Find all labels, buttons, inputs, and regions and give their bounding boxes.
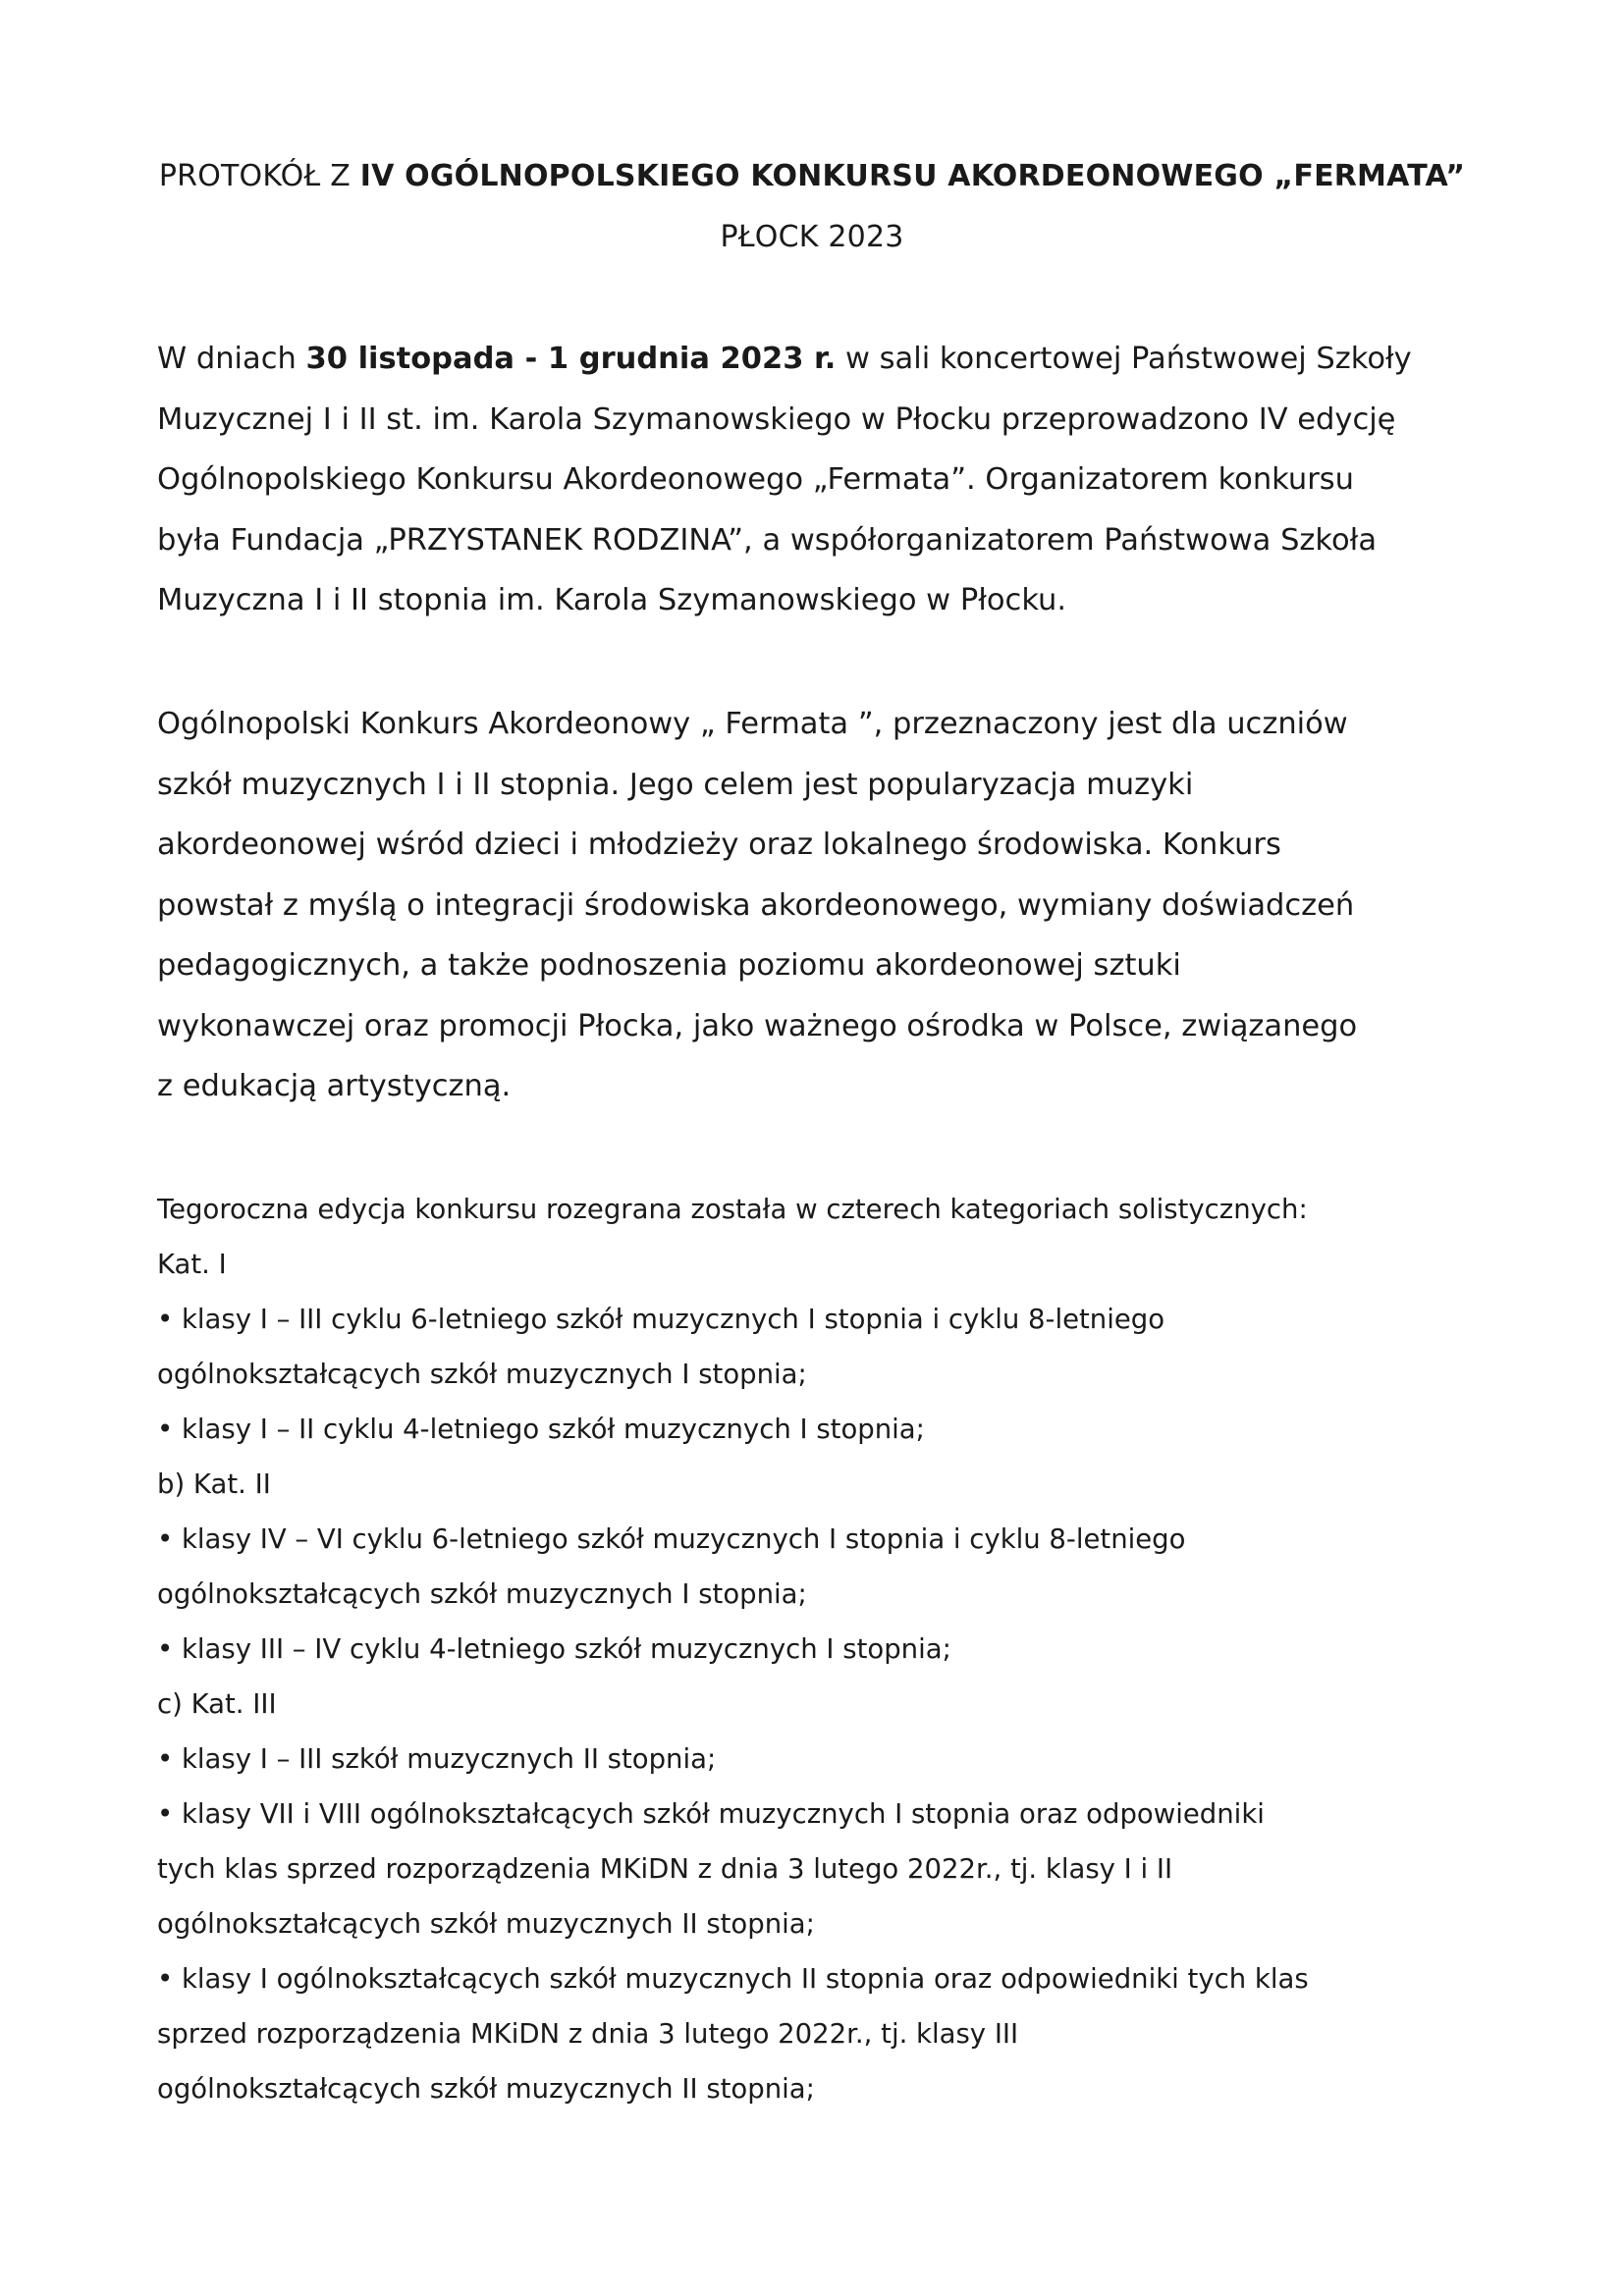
intro-paragraph [157, 329, 1512, 631]
list-item: ogólnokształcących szkół muzycznych I stopnia; [157, 1359, 807, 1390]
list-item: • klasy I – III cyklu 6-letniego szkół muzycznych I stopnia i cyklu 8-letniego [157, 1304, 1165, 1335]
list-item: • klasy III – IV cyklu 4-letniego szkół muzycznych I stopnia; [157, 1633, 951, 1665]
categories-intro: Tegoroczna edycja konkursu rozegrana została w czterech kategoriach solistycznych: [157, 1194, 1308, 1225]
purpose-paragraph [157, 694, 1512, 1117]
list-item: • klasy I – III szkół muzycznych II stopnia; [157, 1743, 717, 1775]
intro-line: Muzyczna I i II stopnia im. Karola Szymanowskiego w Płocku. [157, 583, 1067, 617]
purpose-line: szkół muzycznych I i II stopnia. Jego celem jest popularyzacja muzyki [157, 767, 1194, 802]
list-item: ogólnokształcących szkół muzycznych II stopnia; [157, 2073, 815, 2105]
purpose-line: pedagogicznych, a także podnoszenia poziomu akordeonowej sztuki [157, 948, 1181, 983]
list-item: • klasy IV – VI cyklu 6-letniego szkół muzycznych I stopnia i cyklu 8-letniego [157, 1523, 1186, 1555]
intro-line: była Fundacja „PRZYSTANEK RODZINA”, a współorganizatorem Państwowa Szkoła [157, 522, 1378, 558]
list-item: • klasy I – II cyklu 4-letniego szkół muzycznych I stopnia; [157, 1414, 925, 1445]
intro-line: Ogólnopolskiego Konkursu Akordeonowego „Fermata”. Organizatorem konkursu [157, 462, 1354, 497]
list-item: ogólnokształcących szkół muzycznych I stopnia; [157, 1578, 807, 1610]
intro-text: W dniach [157, 342, 306, 376]
intro-text: w sali koncertowej Państwowej Szkoły [836, 342, 1412, 376]
list-item: sprzed rozporządzenia MKiDN z dnia 3 lutego 2022r., tj. klasy III [157, 2018, 1019, 2050]
title-prefix: PROTOKÓŁ Z [158, 159, 360, 193]
categories-list [157, 1182, 1512, 2116]
document-title [0, 157, 1624, 196]
intro-dates: 30 listopada - 1 grudnia 2023 r. [305, 342, 837, 376]
list-item: ogólnokształcących szkół muzycznych II stopnia; [157, 1908, 815, 1940]
intro-line [157, 329, 1512, 390]
purpose-line: akordeonowej wśród dzieci i młodzieży oraz lokalnego środowiska. Konkurs [157, 828, 1281, 862]
purpose-line: powstał z myślą o integracji środowiska akordeonowego, wymiany doświadczeń [157, 887, 1355, 923]
list-item: • klasy I ogólnokształcących szkół muzycznych II stopnia oraz odpowiedniki tych klas [157, 1963, 1309, 1995]
title-bold: IV OGÓLNOPOLSKIEGO KONKURSU AKORDEONOWEGO „FERMATA” [359, 159, 1466, 193]
list-item: tych klas sprzed rozporządzenia MKiDN z dnia 3 lutego 2022r., tj. klasy I i II [157, 1853, 1173, 1885]
purpose-line: wykonawczej oraz promocji Płocka, jako ważnego ośrodka w Polsce, związanego [157, 1008, 1358, 1043]
intro-line: Muzycznej I i II st. im. Karola Szymanowskiego w Płocku przeprowadzono IV edycję [157, 401, 1396, 437]
list-item: • klasy VII i VIII ogólnokształcących szkół muzycznych I stopnia oraz odpowiedniki [157, 1798, 1265, 1830]
purpose-line: z edukacją artystyczną. [157, 1069, 512, 1103]
document-subtitle: PŁOCK 2023 [720, 220, 904, 254]
category-heading: c) Kat. III [157, 1688, 277, 1720]
purpose-line: Ogólnopolski Konkurs Akordeonowy „ Fermata ”, przeznaczony jest dla uczniów [157, 707, 1348, 741]
category-heading: Kat. I [157, 1249, 227, 1280]
category-heading: b) Kat. II [157, 1468, 271, 1500]
